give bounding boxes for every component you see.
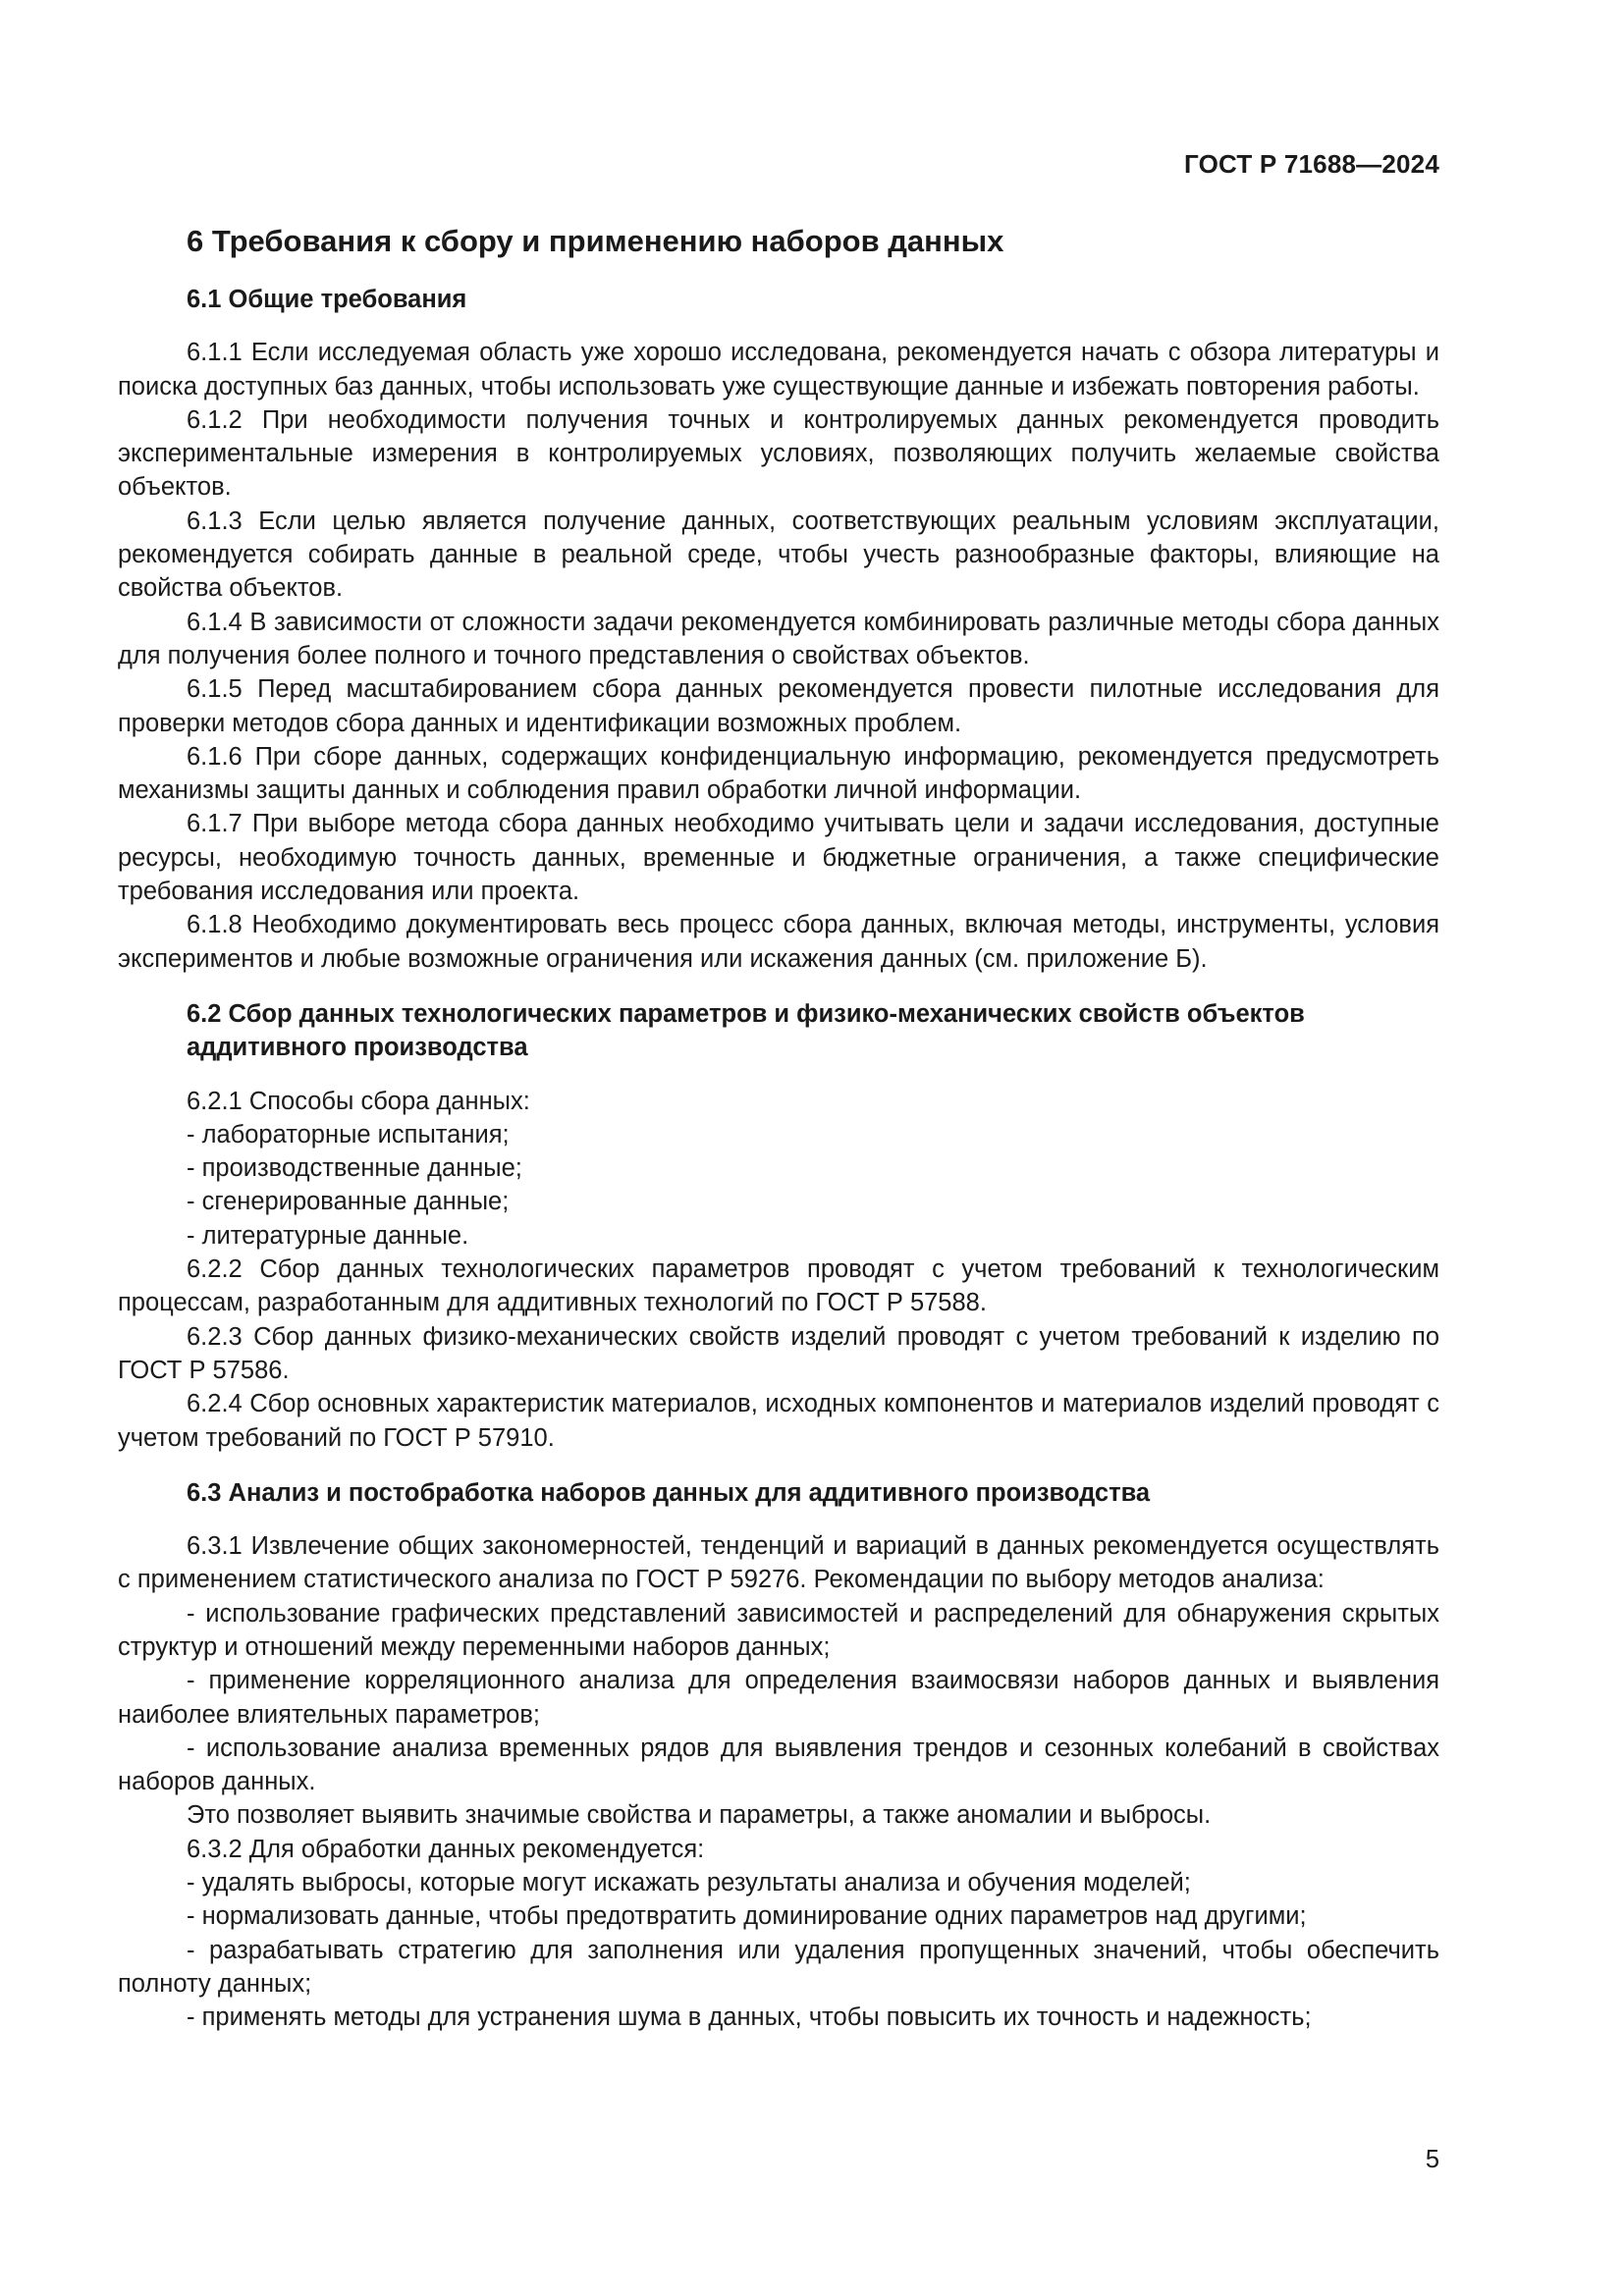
paragraph-6-3-2: 6.3.2 Для обработки данных рекомендуется:: [187, 1835, 705, 1863]
paragraph-6-2-2: 6.2.2 Сбор данных технологических параметров проводят с учетом требований к технологическим процессам, разработанным для аддитивных технологий по ГОСТ Р 57588.: [118, 1255, 1439, 1317]
list-item: - сгенерированные данные;: [187, 1188, 510, 1216]
subsection-title-6-3: 6.3 Анализ и постобработка наборов данных для аддитивного производства: [187, 1478, 1151, 1507]
paragraph-6-2-4: 6.2.4 Сбор основных характеристик материалов, исходных компонентов и материалов изделий проводят с учетом требований по ГОСТ Р 57910.: [118, 1390, 1439, 1452]
paragraph-6-2-1: 6.2.1 Способы сбора данных:: [187, 1087, 530, 1115]
section-title: 6 Требования к сбору и применению наборов данных: [187, 224, 1004, 258]
list-item: - удалять выбросы, которые могут искажать результаты анализа и обучения моделей;: [187, 1869, 1191, 1897]
paragraph-6-1-6: 6.1.6 При сборе данных, содержащих конфиденциальную информацию, рекомендуется предусмотреть механизмы защиты данных и соблюдения правил обработки личной информации.: [118, 742, 1439, 805]
paragraph-6-3-1-conclusion: Это позволяет выявить значимые свойства и параметры, а также аномалии и выбросы.: [187, 1801, 1212, 1830]
paragraph-6-1-5: 6.1.5 Перед масштабированием сбора данных рекомендуется провести пилотные исследования для проверки методов сбора данных и идентификации возможных проблем.: [118, 675, 1439, 737]
list-item: - производственные данные;: [187, 1154, 522, 1183]
paragraph-6-1-3: 6.1.3 Если целью является получение данных, соответствующих реальным условиям эксплуатации, рекомендуется собирать данные в реальной среде, чтобы учесть разнообразные факторы, влияющие на свойства объектов.: [118, 507, 1439, 603]
list-item: - разрабатывать стратегию для заполнения или удаления пропущенных значений, чтобы обеспечить полноту данных;: [118, 1936, 1439, 1998]
list-item: - нормализовать данные, чтобы предотвратить доминирование одних параметров над другими;: [187, 1902, 1307, 1931]
subsection-title-6-1: 6.1 Общие требования: [187, 286, 467, 313]
page-number: 5: [1425, 2146, 1439, 2173]
paragraph-6-1-2: 6.1.2 При необходимости получения точных и контролируемых данных рекомендуется проводить экспериментальные измерения в контролируемых условиях, позволяющих получить желаемые свойства объектов.: [118, 405, 1439, 502]
paragraph-6-1-4: 6.1.4 В зависимости от сложности задачи рекомендуется комбинировать различные методы сбора данных для получения более полного и точного представления о свойствах объектов.: [118, 608, 1439, 669]
subsection-title-6-2: 6.2 Сбор данных технологических параметров и физико-механических свойств объектов аддитивного производства: [187, 999, 1305, 1062]
page-content: [118, 222, 1439, 2035]
list-item: - применение корреляционного анализа для определения взаимосвязи наборов данных и выявления наиболее влиятельных параметров;: [118, 1667, 1439, 1729]
document-code: ГОСТ Р 71688—2024: [1184, 149, 1439, 179]
paragraph-6-1-7: 6.1.7 При выборе метода сбора данных необходимо учитывать цели и задачи исследования, доступные ресурсы, необходимую точность данных, временные и бюджетные ограничения, а также специфические требования исследования или проекта.: [118, 810, 1439, 906]
paragraph-6-3-1: 6.3.1 Извлечение общих закономерностей, тенденций и вариаций в данных рекомендуется осуществлять с применением статистического анализа по ГОСТ Р 59276. Рекомендации по выбору методов анализа:: [118, 1532, 1439, 1594]
paragraph-6-1-1: 6.1.1 Если исследуемая область уже хорошо исследована, рекомендуется начать с обзора литературы и поиска доступных баз данных, чтобы использовать уже существующие данные и избежать повторения работы.: [118, 339, 1439, 400]
list-item: - применять методы для устранения шума в данных, чтобы повысить их точность и надежность;: [187, 2003, 1312, 2032]
list-item: - использование анализа временных рядов для выявления трендов и сезонных колебаний в свойствах наборов данных.: [118, 1734, 1439, 1796]
list-item: - лабораторные испытания;: [187, 1120, 510, 1148]
list-item: - литературные данные.: [187, 1221, 469, 1250]
list-item: - использование графических представлений зависимостей и распределений для обнаружения скрытых структур и отношений между переменными наборов данных;: [118, 1599, 1439, 1661]
paragraph-6-1-8: 6.1.8 Необходимо документировать весь процесс сбора данных, включая методы, инструменты, условия экспериментов и любые возможные ограничения или искажения данных (см. приложение Б).: [118, 911, 1439, 973]
paragraph-6-2-3: 6.2.3 Сбор данных физико-механических свойств изделий проводят с учетом требований к изделию по ГОСТ Р 57586.: [118, 1322, 1439, 1384]
